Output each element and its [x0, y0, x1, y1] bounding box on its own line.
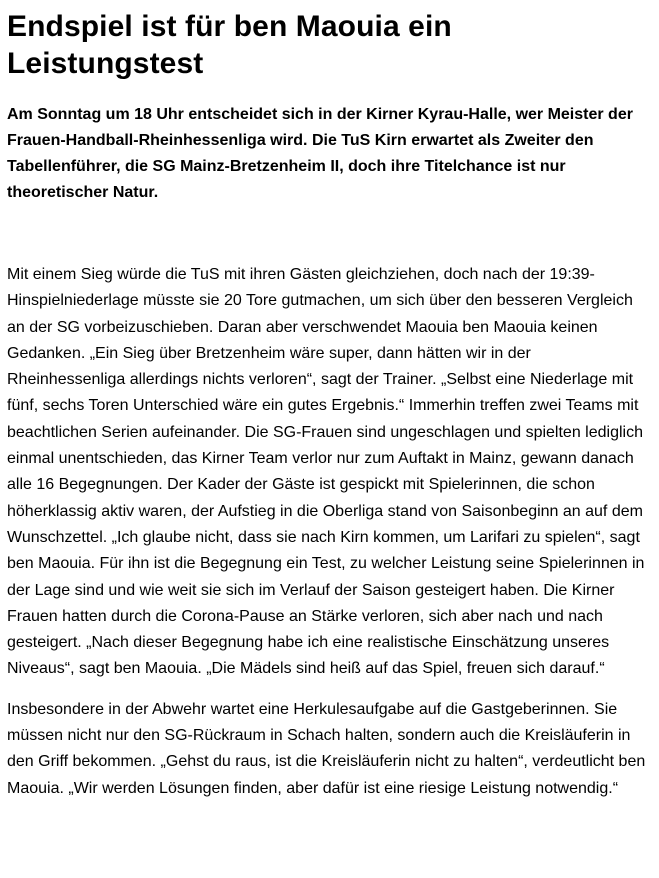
article-lead: Am Sonntag um 18 Uhr entscheidet sich in der Kirner Kyrau-Halle, wer Meister der Frauen-Handball-Rheinhessenliga wird. Die TuS Kirn erwartet als Zweiter den Tabellenführer, die SG Mainz-Bretzenheim II, doch ihre Titelchance ist nur theoretischer Natur.	[7, 106, 633, 201]
article-paragraph-2: Insbesondere in der Abwehr wartet eine Herkulesaufgabe auf die Gastgeberinnen. Sie müssen nicht nur den SG-Rückraum in Schach halten, sondern auch die Kreisläuferin in den Griff bekommen. „Gehst du raus, ist die Kreisläuferin nicht zu halten“, verdeutlicht ben Maouia. „Wir werden Lösungen finden, aber dafür ist eine riesige Leistung notwendig.“	[7, 700, 646, 797]
article-headline: Endspiel ist für ben Maouia ein Leistungstest	[7, 10, 452, 80]
article-paragraph-1: Mit einem Sieg würde die TuS mit ihren Gästen gleichziehen, doch nach der 19:39-Hinspielniederlage müsste sie 20 Tore gutmachen, um sich über den besseren Vergleich an der SG vorbeizuschieben. Daran aber verschwendet Maouia ben Maouia keinen Gedanken. „Ein Sieg über Bretzenheim wäre super, dann hätten wir in der Rheinhessenliga allerdings nichts verloren“, sagt der Trainer. „Selbst eine Niederlage mit fünf, sechs Toren Unterschied wäre ein gutes Ergebnis.“ Immerhin treffen zwei Teams mit beachtlichen Serien aufeinander. Die SG-Frauen sind ungeschlagen und spielten lediglich einmal unentschieden, das Kirner Team verlor nur zum Auftakt in Mainz, gewann danach alle 16 Begegnungen. Der Kader der Gäste ist gespickt mit Spielerinnen, die schon höherklassig aktiv waren, der Aufstieg in die Oberliga stand von Saisonbeginn an auf dem Wunschzettel. „Ich glaube nicht, dass sie nach Kirn kommen, um Larifari zu spielen“, sagt ben Maouia. Für ihn ist die Begegnung ein Test, zu welcher Leistung seine Spielerinnen in der Lage sind und wie weit sie sich im Verlauf der Saison gesteigert haben. Die Kirner Frauen hatten durch die Corona-Pause an Stärke verloren, sich aber nach und nach gesteigert. „Nach dieser Begegnung habe ich eine realistische Einschätzung unseres Niveaus“, sagt ben Maouia. „Die Mädels sind heiß auf das Spiel, freuen sich darauf.“	[7, 266, 645, 678]
